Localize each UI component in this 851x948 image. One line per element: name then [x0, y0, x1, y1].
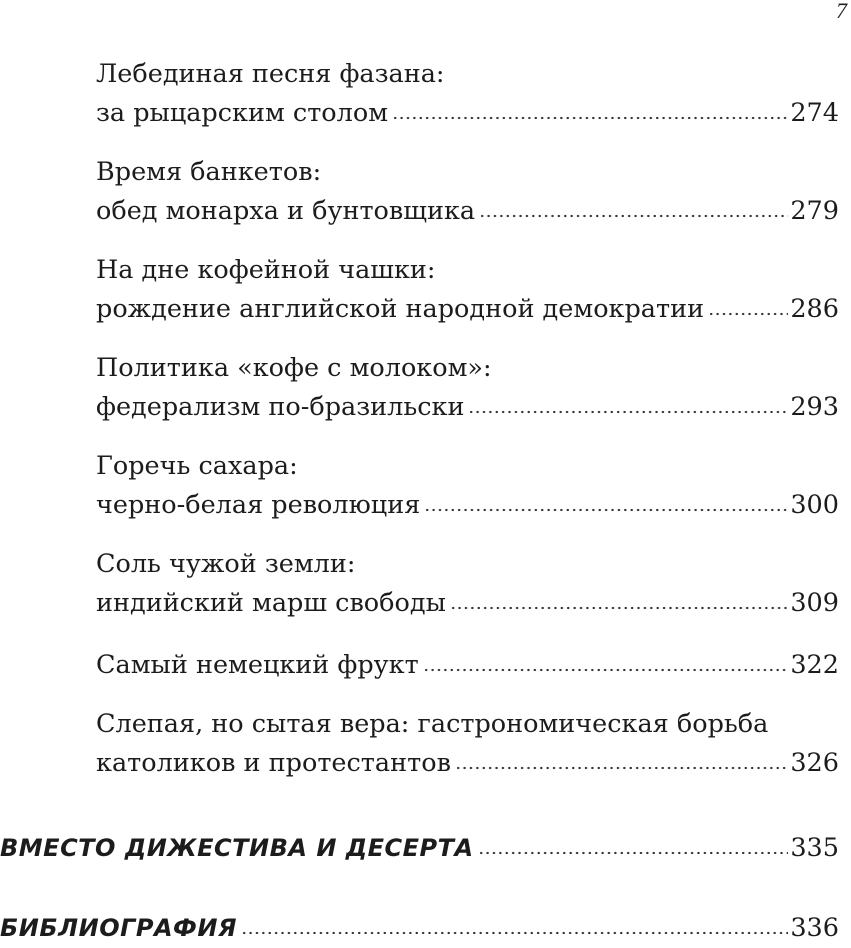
toc-section[interactable]: [0, 829, 839, 868]
dot-leader: [424, 508, 788, 512]
toc-entry-title: На дне кофейной чашки:: [96, 255, 436, 285]
toc-page-number: 286: [790, 294, 839, 324]
toc-page-number: 326: [790, 748, 839, 778]
toc-entry-subtitle: черно-белая революция: [96, 490, 421, 520]
toc-entry[interactable]: [96, 545, 839, 623]
toc-entry-title: Самый немецкий фрукт: [96, 650, 419, 680]
toc-page-number: 335: [790, 833, 839, 863]
toc-entry[interactable]: [96, 646, 839, 685]
toc-entry-subtitle: католиков и протестантов: [96, 748, 451, 778]
dot-leader: [478, 851, 789, 855]
toc-section-title: БИБЛИОГРАФИЯ: [0, 914, 237, 942]
toc-entry-title: Соль чужой земли:: [96, 549, 356, 579]
toc-entry-subtitle: за рыцарским столом: [96, 98, 389, 128]
toc-page-number: 274: [790, 98, 839, 128]
toc-entry-subtitle: обед монарха и бунтовщика: [96, 196, 476, 226]
toc-page-number: 336: [790, 913, 839, 943]
toc-entry[interactable]: [96, 349, 839, 427]
toc-entry[interactable]: [96, 447, 839, 525]
toc-entry-title: Слепая, но сытая вера: гастрономическая борьба: [96, 709, 769, 739]
toc-page-number: 322: [790, 650, 839, 680]
dot-leader: [455, 766, 788, 770]
toc-entry[interactable]: [96, 705, 839, 783]
dot-leader: [479, 214, 788, 218]
dot-leader: [423, 668, 789, 672]
dot-leader: [241, 931, 788, 935]
dot-leader: [468, 410, 788, 414]
toc-entry-title: Лебединая песня фазана:: [96, 59, 445, 89]
toc-entry-title: Горечь сахара:: [96, 451, 298, 481]
toc-entry[interactable]: [96, 251, 839, 329]
toc-entry-subtitle: федерализм по-бразильски: [96, 392, 465, 422]
toc-page-number: 279: [790, 196, 839, 226]
toc-entry-subtitle: рождение английской народной демократии: [96, 294, 705, 324]
toc-section[interactable]: [0, 909, 839, 948]
toc-page-number: 293: [790, 392, 839, 422]
toc-entry-title: Время банкетов:: [96, 157, 322, 187]
dot-leader: [392, 116, 788, 120]
toc-section-title: ВМЕСТО ДИЖЕСТИВА И ДЕСЕРТА: [0, 834, 474, 862]
toc-page-number: 309: [790, 588, 839, 618]
dot-leader: [450, 606, 788, 610]
toc-entry[interactable]: [96, 55, 839, 133]
toc-entry[interactable]: [96, 153, 839, 231]
toc-entry-title: Политика «кофе с молоком»:: [96, 353, 492, 383]
toc-page-number: 300: [790, 490, 839, 520]
page-number: 7: [836, 0, 847, 23]
dot-leader: [708, 312, 788, 316]
toc-entry-subtitle: индийский марш свободы: [96, 588, 446, 618]
